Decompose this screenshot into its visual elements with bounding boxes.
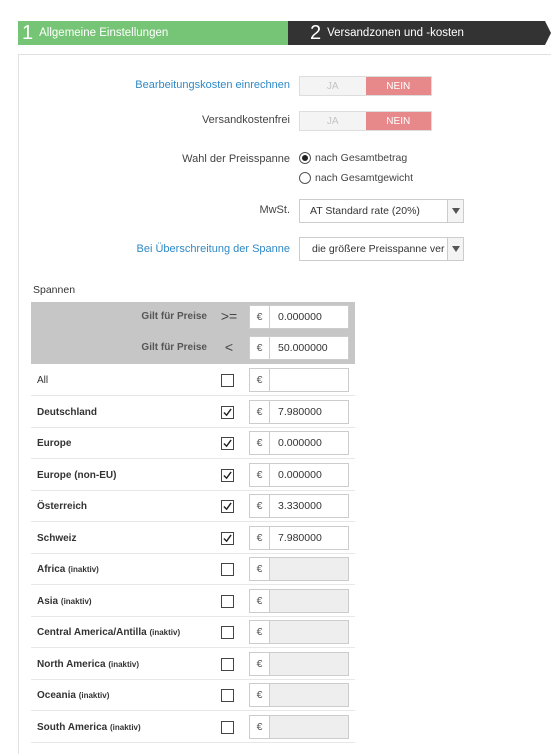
- zone-row: [31, 586, 355, 617]
- zone-price-input: [249, 589, 349, 613]
- range-lower-value[interactable]: 0.000000: [270, 306, 348, 328]
- zone-name: [37, 375, 48, 386]
- toggle-yes-option[interactable]: JA: [300, 112, 366, 130]
- zone-price-value: [270, 621, 348, 643]
- zone-name-text: Asia: [37, 595, 59, 607]
- zone-checkbox-checked[interactable]: [221, 437, 234, 450]
- out-of-range-label[interactable]: Bei Überschreitung der Spanne: [136, 243, 290, 255]
- tax-select-value: AT Standard rate (20%): [310, 205, 420, 217]
- handling-costs-row: [19, 74, 551, 98]
- checkmark-icon: [223, 534, 232, 543]
- zone-checkbox-checked[interactable]: [221, 500, 234, 513]
- zone-name: [37, 564, 99, 575]
- zone-price-value[interactable]: 0.000000: [270, 432, 348, 454]
- zone-price-input[interactable]: [249, 463, 349, 487]
- zone-name-text: Central America/Antilla: [37, 627, 147, 638]
- step-label: Allgemeine Einstellungen: [39, 27, 169, 39]
- zone-row: [31, 491, 355, 522]
- zone-name-text: South America: [37, 721, 108, 733]
- currency-symbol: €: [250, 527, 270, 549]
- wizard-step-zones[interactable]: [288, 21, 545, 45]
- billing-option-total-weight[interactable]: [299, 172, 413, 184]
- checkmark-icon: [223, 471, 232, 480]
- currency-symbol: €: [250, 653, 270, 675]
- range-upper-bound-row: [31, 333, 355, 364]
- checkmark-icon: [223, 408, 232, 417]
- zone-row: [31, 428, 355, 459]
- zone-checkbox[interactable]: [221, 595, 234, 608]
- billing-row: [19, 151, 551, 175]
- out-of-range-select[interactable]: [299, 237, 464, 261]
- zone-name: [37, 596, 92, 607]
- zone-checkbox[interactable]: [221, 563, 234, 576]
- zone-checkbox-checked[interactable]: [221, 406, 234, 419]
- zone-name-text: Africa: [37, 564, 66, 575]
- zone-checkbox[interactable]: [221, 626, 234, 639]
- free-shipping-row: [19, 109, 551, 133]
- ranges-title: Spannen: [33, 284, 76, 296]
- zone-row: [31, 680, 355, 711]
- zone-price-input[interactable]: [249, 494, 349, 518]
- currency-symbol: €: [250, 337, 270, 359]
- zone-row: [31, 523, 355, 554]
- step-number: 1: [22, 22, 34, 44]
- range-lower-bound-row: [31, 302, 355, 333]
- zone-price-value: [270, 653, 348, 675]
- wizard-steps: [18, 21, 551, 45]
- radio-label: nach Gesamtgewicht: [315, 172, 414, 184]
- zone-price-value: [270, 590, 348, 612]
- zone-name: [37, 501, 87, 512]
- zone-name-text: All: [37, 375, 49, 386]
- zone-row: [31, 397, 355, 428]
- range-label: Gilt für Preise: [141, 342, 207, 353]
- zone-name: [37, 407, 97, 418]
- zone-name: [37, 690, 109, 701]
- toggle-yes-option[interactable]: JA: [300, 77, 366, 95]
- zone-price-value: [270, 684, 348, 706]
- settings-panel: [18, 54, 551, 754]
- zone-name-text: Schweiz: [37, 532, 77, 544]
- toggle-no-option[interactable]: NEIN: [366, 112, 432, 130]
- currency-symbol: €: [250, 401, 270, 423]
- zone-price-input[interactable]: [249, 526, 349, 550]
- zone-price-input: [249, 683, 349, 707]
- zone-price-input: [249, 557, 349, 581]
- step-label: Versandzonen und -kosten: [327, 27, 464, 39]
- zone-price-value[interactable]: 3.330000: [270, 495, 348, 517]
- out-of-range-row: [19, 238, 551, 262]
- currency-symbol: €: [250, 590, 270, 612]
- zone-name-text: Deutschland: [37, 406, 98, 418]
- zone-row: [31, 365, 355, 396]
- zone-row: [31, 460, 355, 491]
- inactive-tag: (inaktiv): [149, 628, 181, 637]
- zone-name: [37, 627, 180, 638]
- zone-checkbox[interactable]: [221, 689, 234, 702]
- currency-symbol: €: [250, 464, 270, 486]
- currency-symbol: €: [250, 684, 270, 706]
- zone-price-input[interactable]: [249, 368, 349, 392]
- currency-symbol: €: [250, 495, 270, 517]
- zone-price-input: [249, 620, 349, 644]
- zone-price-value: [270, 558, 348, 580]
- radio-unchecked[interactable]: [299, 172, 311, 184]
- checkmark-icon: [223, 439, 232, 448]
- toggle-no-option[interactable]: NEIN: [366, 77, 432, 95]
- zone-row: [31, 712, 355, 743]
- inactive-tag: (inaktiv): [78, 691, 110, 700]
- zone-name-text: Oceania: [37, 690, 76, 701]
- zone-checkbox-checked[interactable]: [221, 469, 234, 482]
- currency-symbol: €: [250, 432, 270, 454]
- currency-symbol: €: [250, 306, 270, 328]
- currency-symbol: €: [250, 558, 270, 580]
- free-shipping-label: Versandkostenfrei: [201, 114, 290, 126]
- zone-name: [37, 438, 71, 449]
- currency-symbol: €: [250, 716, 270, 738]
- zone-name-text: Europe (non-EU): [37, 469, 117, 481]
- billing-label: Wahl der Preisspanne: [182, 153, 290, 165]
- zone-name: [37, 533, 76, 544]
- tax-label: MwSt.: [259, 204, 290, 216]
- handling-costs-label[interactable]: Bearbeitungskosten einrechnen: [135, 79, 290, 91]
- zone-price-value[interactable]: [270, 369, 348, 391]
- zone-name: [37, 722, 141, 733]
- inactive-tag: (inaktiv): [68, 565, 99, 574]
- chevron-down-icon[interactable]: [447, 200, 463, 222]
- zone-row: [31, 649, 355, 680]
- range-lower-input[interactable]: [249, 305, 349, 329]
- range-upper-value[interactable]: 50.000000: [270, 337, 348, 359]
- zone-checkbox[interactable]: [221, 658, 234, 671]
- inactive-tag: (inaktiv): [60, 596, 92, 606]
- zone-row: [31, 617, 355, 648]
- zone-price-value: [270, 716, 348, 738]
- radio-label: nach Gesamtbetrag: [315, 152, 408, 164]
- zone-checkbox[interactable]: [221, 721, 234, 734]
- inactive-tag: (inaktiv): [108, 659, 139, 669]
- range-upper-input[interactable]: [249, 336, 349, 360]
- zone-checkbox[interactable]: [221, 374, 234, 387]
- zone-row: [31, 554, 355, 585]
- inactive-tag: (inaktiv): [109, 722, 141, 732]
- zone-name: [37, 470, 116, 481]
- handling-costs-toggle[interactable]: [299, 76, 432, 96]
- range-operator: >=: [220, 308, 238, 324]
- zone-price-input[interactable]: [249, 400, 349, 424]
- billing-option-total-price[interactable]: [299, 152, 407, 164]
- zone-checkbox-checked[interactable]: [221, 532, 234, 545]
- zone-name-text: Österreich: [37, 501, 88, 512]
- zone-price-value[interactable]: 7.980000: [270, 527, 348, 549]
- zone-name-text: North America: [37, 658, 106, 670]
- tax-row: [19, 199, 551, 223]
- currency-symbol: €: [250, 621, 270, 643]
- zone-price-value[interactable]: 7.980000: [270, 401, 348, 423]
- free-shipping-toggle[interactable]: [299, 111, 432, 131]
- range-operator: <: [224, 339, 234, 355]
- currency-symbol: €: [250, 369, 270, 391]
- radio-checked[interactable]: [299, 152, 311, 164]
- checkmark-icon: [223, 502, 232, 511]
- step-number: 2: [310, 22, 322, 44]
- zone-price-input[interactable]: [249, 431, 349, 455]
- zone-price-input: [249, 652, 349, 676]
- zone-name: [37, 659, 139, 670]
- zone-name-text: Europe: [37, 438, 72, 449]
- zone-price-input: [249, 715, 349, 739]
- chevron-down-icon[interactable]: [447, 238, 463, 260]
- wizard-step-general[interactable]: [18, 21, 288, 45]
- zone-price-value[interactable]: 0.000000: [270, 464, 348, 486]
- step-arrow: [545, 21, 551, 45]
- out-of-range-select-value: die größere Preisspanne ver: [312, 243, 445, 255]
- tax-select[interactable]: [299, 199, 464, 223]
- range-label: Gilt für Preise: [141, 311, 207, 322]
